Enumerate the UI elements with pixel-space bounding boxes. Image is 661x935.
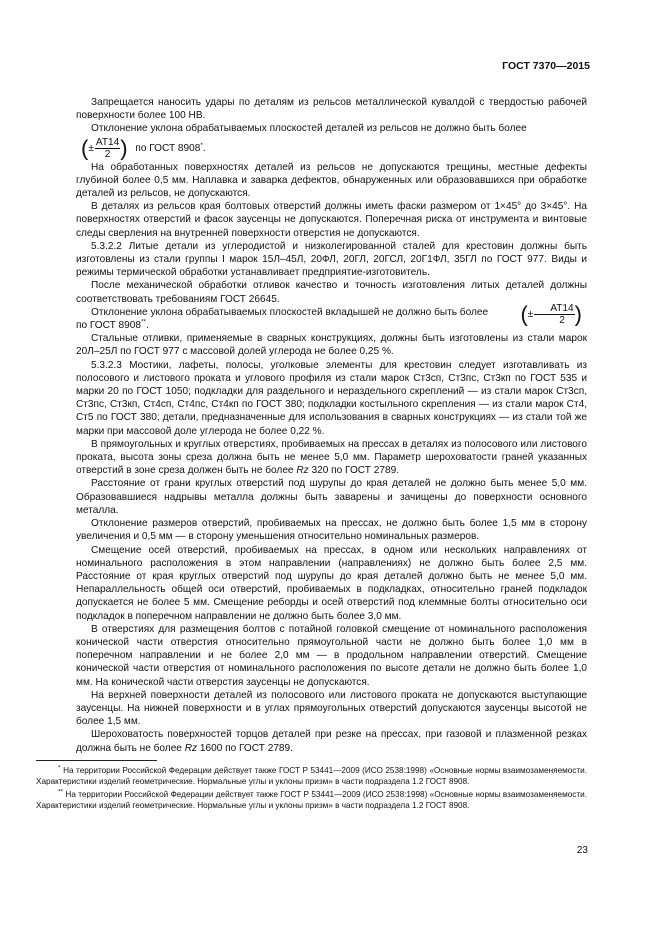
footnote-divider	[36, 760, 157, 761]
document-header: ГОСТ 7370—2015	[502, 60, 590, 72]
footnote-mark: **	[141, 318, 147, 326]
formula-numerator: АТ14	[534, 303, 574, 315]
formula-denominator: 2	[104, 148, 111, 160]
formula-denominator: 2	[559, 314, 565, 326]
paragraph: Смещение осей отверстий, пробиваемых на прессах, в одном или нескольких направлениях от номинального расположения в этом направлении (направлениях) не должно быть более 2,5 мм. Расстояние от края круглых отверстий под шурупы до края деталей должно быть не менее 5,0 мм. Непараллельность общей оси отверстий, пробиваемых в подкладках, относительно граней подкладок допускается не более 5 мм. Смещение реборды и осей отверстий под клеммные болты относительно оси подкладок в поперечном направлении не должно быть более 3,0 мм.	[76, 544, 587, 622]
footnote	[36, 789, 587, 811]
footnote-mark: *	[58, 764, 61, 772]
paragraph: В деталях из рельсов края болтовых отверстий должны иметь фаски размером от 1×45° до 3×45°. На поверхностях отверстий и фасок заусенцы не допускаются. Поперечная риска от инструмента и винтовые следы сверления на внутренней поверхности отверстия не допускаются.	[76, 201, 587, 239]
paragraph: Расстояние от грани круглых отверстий под шурупы до края деталей не должно быть менее 5,0 мм. Образовавшиеся надрывы металла должны быть заварены и зачищены до поверхности основного металла.	[76, 478, 587, 516]
formula-paragraph: (± $\frac{АТ14}{2}$ ) по ГОСТ 8908*.	[76, 136, 587, 161]
paragraph: Отклонение уклона обрабатываемых плоскостей деталей из рельсов не должно быть более	[91, 123, 527, 135]
formula-numerator: АТ14	[95, 136, 120, 148]
paragraph-text: Шероховатость поверхностей торцов деталей при резке на прессах, при газовой и плазменной резках должна быть не более	[76, 729, 587, 754]
paragraph-text: 320 по ГОСТ 2789.	[311, 465, 399, 477]
paragraph: Стальные отливки, применяемые в сварных конструкциях, должны быть изготовлены из стали марок 20Л–25Л по ГОСТ 977 с массовой долей углерода не более 0,25 %.	[76, 333, 587, 358]
paragraph-text: Отклонение уклона обрабатываемых плоскостей вкладышей не должно быть более	[91, 306, 489, 318]
paragraph-text: 1600 по ГОСТ 2789.	[199, 742, 293, 754]
paragraph: 5.3.2.2 Литые детали из углеродистой и низколегированной сталей для крестовин должны быть изготовлены из стали группы I марок 15Л–45Л, 20ФЛ, 20ГЛ, 20ГСЛ, 20Г1ФЛ, 35ГЛ по ГОСТ 977. Виды и режимы термической обработки устанавливает предприятие-изготовитель.	[76, 240, 587, 279]
tolerance-formula: (± $\frac{АТ14}{2}$ )	[520, 301, 582, 327]
footnote-text: На территории Российской Федерации действует также ГОСТ Р 53441—2009 (ИСО 2538:1998) «Основные нормы взаимозаменяемости. Характеристики изделий геометрические. Нормальные углы и уклоны призм» в части подраздела 1.2 ГОСТ 8908.	[36, 790, 587, 810]
footnote	[36, 765, 587, 787]
paragraph	[76, 728, 587, 754]
paragraph: 5.3.2.3 Мостики, лафеты, полосы, уголковые элементы для крестовин следует изготавливать из полосового и листового проката и углового профиля из стали марок Ст3сп, Ст3пс, Ст3кп по ГОСТ 535 и марки 20 по ГОСТ 1050; подкладки для раздельного и нераздельного скреплений — из стали марок Ст3сп, Ст3пс, Ст3кп, Ст4сп, Ст4пс, Ст4кп по ГОСТ 380; подкладки костыльного скрепления — из стали марок Ст4, Ст5 по ГОСТ 380; детали, предназначенные для использования в сварных конструкциях — из стали той же марки при массовой доле углерода не более 0,22 %.	[76, 359, 587, 437]
body-text	[76, 96, 587, 755]
plus-minus: ±	[527, 308, 534, 320]
formula-suffix: по ГОСТ 8908	[76, 320, 142, 332]
footnote-mark: **	[58, 788, 64, 796]
footnotes	[36, 765, 587, 813]
paragraph: На обработанных поверхностях деталей из рельсов не допускаются трещины, местные дефекты глубиной более 0,5 мм. Наплавка и заварка дефектов, обнаруженных или образовавшихся при обработке деталей из рельсов, не допускаются.	[76, 161, 587, 200]
footnote-text: На территории Российской Федерации действует также ГОСТ Р 53441—2009 (ИСО 2538:1998) «Основные нормы взаимозаменяемости. Характеристики изделий геометрические. Нормальные углы и уклоны призм» в части подраздела 1.2 ГОСТ 8908.	[36, 766, 587, 786]
paragraph: После механической обработки отливок качество и точность изготовления литых деталей должны соответствовать требованиям ГОСТ 26645.	[76, 280, 587, 305]
roughness-variable: Rz	[184, 742, 198, 754]
paragraph: На верхней поверхности деталей из полосового или листового проката не допускаются выступающие заусенцы. На нижней поверхности и в углах прямоугольных отверстий допускаются заусенцы высотой не более 1,5 мм.	[76, 689, 587, 728]
page-number: 23	[576, 845, 588, 856]
paragraph-text: В прямоугольных и круглых отверстиях, пробиваемых на прессах в деталях из полосового или листового проката, высота зоны среза должна быть не менее 5,0 мм. Параметр шероховатости граней указанных отверстий в зоне среза должен быть не более	[76, 438, 587, 477]
paragraph	[76, 438, 587, 478]
footnote-mark: *	[200, 141, 203, 149]
paragraph: Отклонение размеров отверстий, пробиваемых на прессах, не должно быть более 1,5 мм в сторону увеличения и 0,5 мм — в сторону уменьшения относительно номинальных размеров.	[76, 518, 587, 543]
plus-minus: ±	[88, 142, 94, 154]
formula-paragraph: (± $\frac{АТ14}{2}$ ) Отклонение уклона обрабатываемых плоскостей вкладышей не должно быть более по ГОСТ 8908**.	[76, 306, 587, 332]
roughness-variable: Rz	[296, 465, 309, 477]
paragraph: Запрещается наносить удары по деталям из рельсов металлической кувалдой с твердостью рабочей поверхности более 100 НВ.	[76, 97, 587, 122]
tolerance-formula: (± $\frac{АТ14}{2}$ )	[81, 135, 128, 161]
formula-suffix: по ГОСТ 8908	[135, 142, 201, 154]
paragraph: В отверстиях для размещения болтов с потайной головкой смещение от номинального расположения конической части отверстия относительно прямоугольной части не должно быть более 1,0 мм в поперечном направлении и не более 2,0 мм — в продольном направлении отверстий. Смещение конической части отверстия от номинального расположения по высоте детали не должно быть более 1,0 мм. На конической части отверстия заусенцы не допускаются.	[76, 623, 587, 688]
